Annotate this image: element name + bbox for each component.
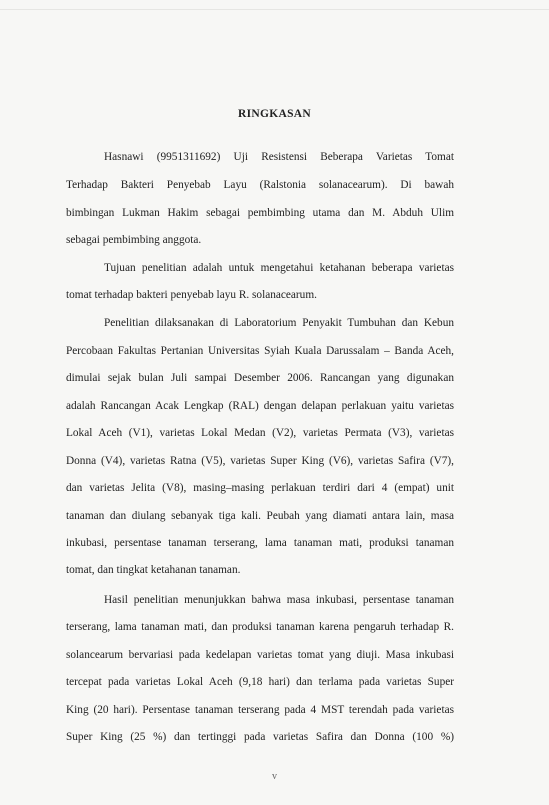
paragraph-line: Lokal Aceh (V1), varietas Lokal Medan (V2), varietas Permata (V3), varietas xyxy=(66,427,454,439)
top-divider xyxy=(0,9,549,10)
paragraph-line: tercepat pada varietas Lokal Aceh (9,18 hari) dan terlama pada varietas Super xyxy=(66,676,454,688)
paragraph-line: solancearum bervariasi pada kedelapan varietas tomat yang diuji. Masa inkubasi xyxy=(66,649,454,661)
paragraph-line: Hasil penelitian menunjukkan bahwa masa inkubasi, persentase tanaman xyxy=(104,594,454,606)
page-title: RINGKASAN xyxy=(238,108,311,120)
paragraph-line: Terhadap Bakteri Penyebab Layu (Ralstonia solanacearum). Di bawah xyxy=(66,179,454,191)
paragraph-line: tomat terhadap bakteri penyebab layu R. solanacearum. xyxy=(66,289,317,301)
paragraph-line: Hasnawi (9951311692) Uji Resistensi Beberapa Varietas Tomat xyxy=(104,151,454,163)
paragraph-line: King (20 hari). Persentase tanaman terserang pada 4 MST terendah pada varietas xyxy=(66,704,454,716)
paragraph-line: bimbingan Lukman Hakim sebagai pembimbing utama dan M. Abduh Ulim xyxy=(66,207,454,219)
page-number: v xyxy=(272,771,277,782)
paragraph-line: inkubasi, persentase tanaman terserang, lama tanaman mati, produksi tanaman xyxy=(66,537,454,549)
paragraph-line: Percobaan Fakultas Pertanian Universitas Syiah Kuala Darussalam – Banda Aceh, xyxy=(66,345,454,357)
paragraph-line: Penelitian dilaksanakan di Laboratorium Penyakit Tumbuhan dan Kebun xyxy=(104,317,454,329)
paragraph-line: tanaman dan diulang sebanyak tiga kali. Peubah yang diamati antara lain, masa xyxy=(66,510,454,522)
paragraph-line: dan varietas Jelita (V8), masing–masing perlakuan terdiri dari 4 (empat) unit xyxy=(66,482,454,494)
paragraph-line: Tujuan penelitian adalah untuk mengetahui ketahanan beberapa varietas xyxy=(104,262,454,274)
paragraph-line: tomat, dan tingkat ketahanan tanaman. xyxy=(66,564,241,576)
paragraph-line: sebagai pembimbing anggota. xyxy=(66,234,202,246)
paragraph-line: Donna (V4), varietas Ratna (V5), varietas Super King (V6), varietas Safira (V7), xyxy=(66,455,454,467)
paragraph-line: Super King (25 %) dan tertinggi pada varietas Safira dan Donna (100 %) xyxy=(66,731,454,743)
paragraph-line: dimulai sejak bulan Juli sampai Desember 2006. Rancangan yang digunakan xyxy=(66,372,454,384)
paragraph-line: adalah Rancangan Acak Lengkap (RAL) dengan delapan perlakuan yaitu varietas xyxy=(66,400,454,412)
paragraph-line: terserang, lama tanaman mati, dan produksi tanaman karena pengaruh terhadap R. xyxy=(66,621,454,633)
